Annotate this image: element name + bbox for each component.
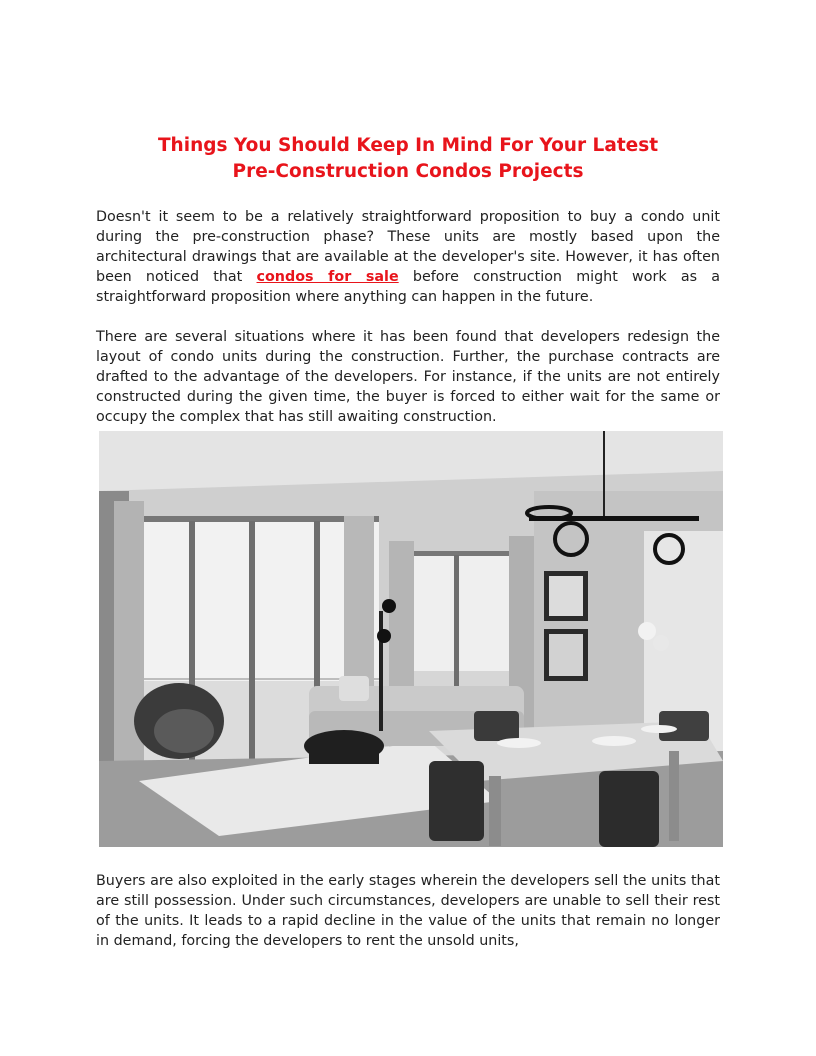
paragraph-1 [96, 207, 720, 307]
title-line-2: Pre-Construction Condos Projects [232, 161, 584, 182]
paragraph-2: There are several situations where it has been found that developers redesign the layout of condo units during the construction. Further, the purchase contracts are drafted to the advantage of the developers. For instance, if the units are not entirely constructed during the given time, the buyer is forced to either wait for the same or occupy the complex that has still awaiting construction. [96, 329, 720, 425]
title-line-1: Things You Should Keep In Mind For Your Latest [157, 135, 659, 156]
paragraph-3: Buyers are also exploited in the early stages wherein the developers sell the units that are still possession. Under such circumstances, developers are unable to sell their rest of the units. It leads to a rapid decline in the value of the units that remain no longer in demand, forcing the developers to rent the unsold units, [96, 873, 720, 949]
page-title [96, 133, 720, 185]
paragraph-1-text-end: before construction might work as a straightforward proposition where anything can happen in the future. [96, 269, 721, 305]
condos-for-sale-link[interactable]: condos for sale [256, 269, 399, 285]
paragraph-1-text-start: Doesn't it seem to be a relatively straightforward proposition to buy a condo unit during the pre-construction phase? These units are mostly based upon the architectural drawings that are available at the developer's site. However, it has often been noticed that [96, 209, 720, 285]
condo-interior-photo [99, 431, 723, 847]
